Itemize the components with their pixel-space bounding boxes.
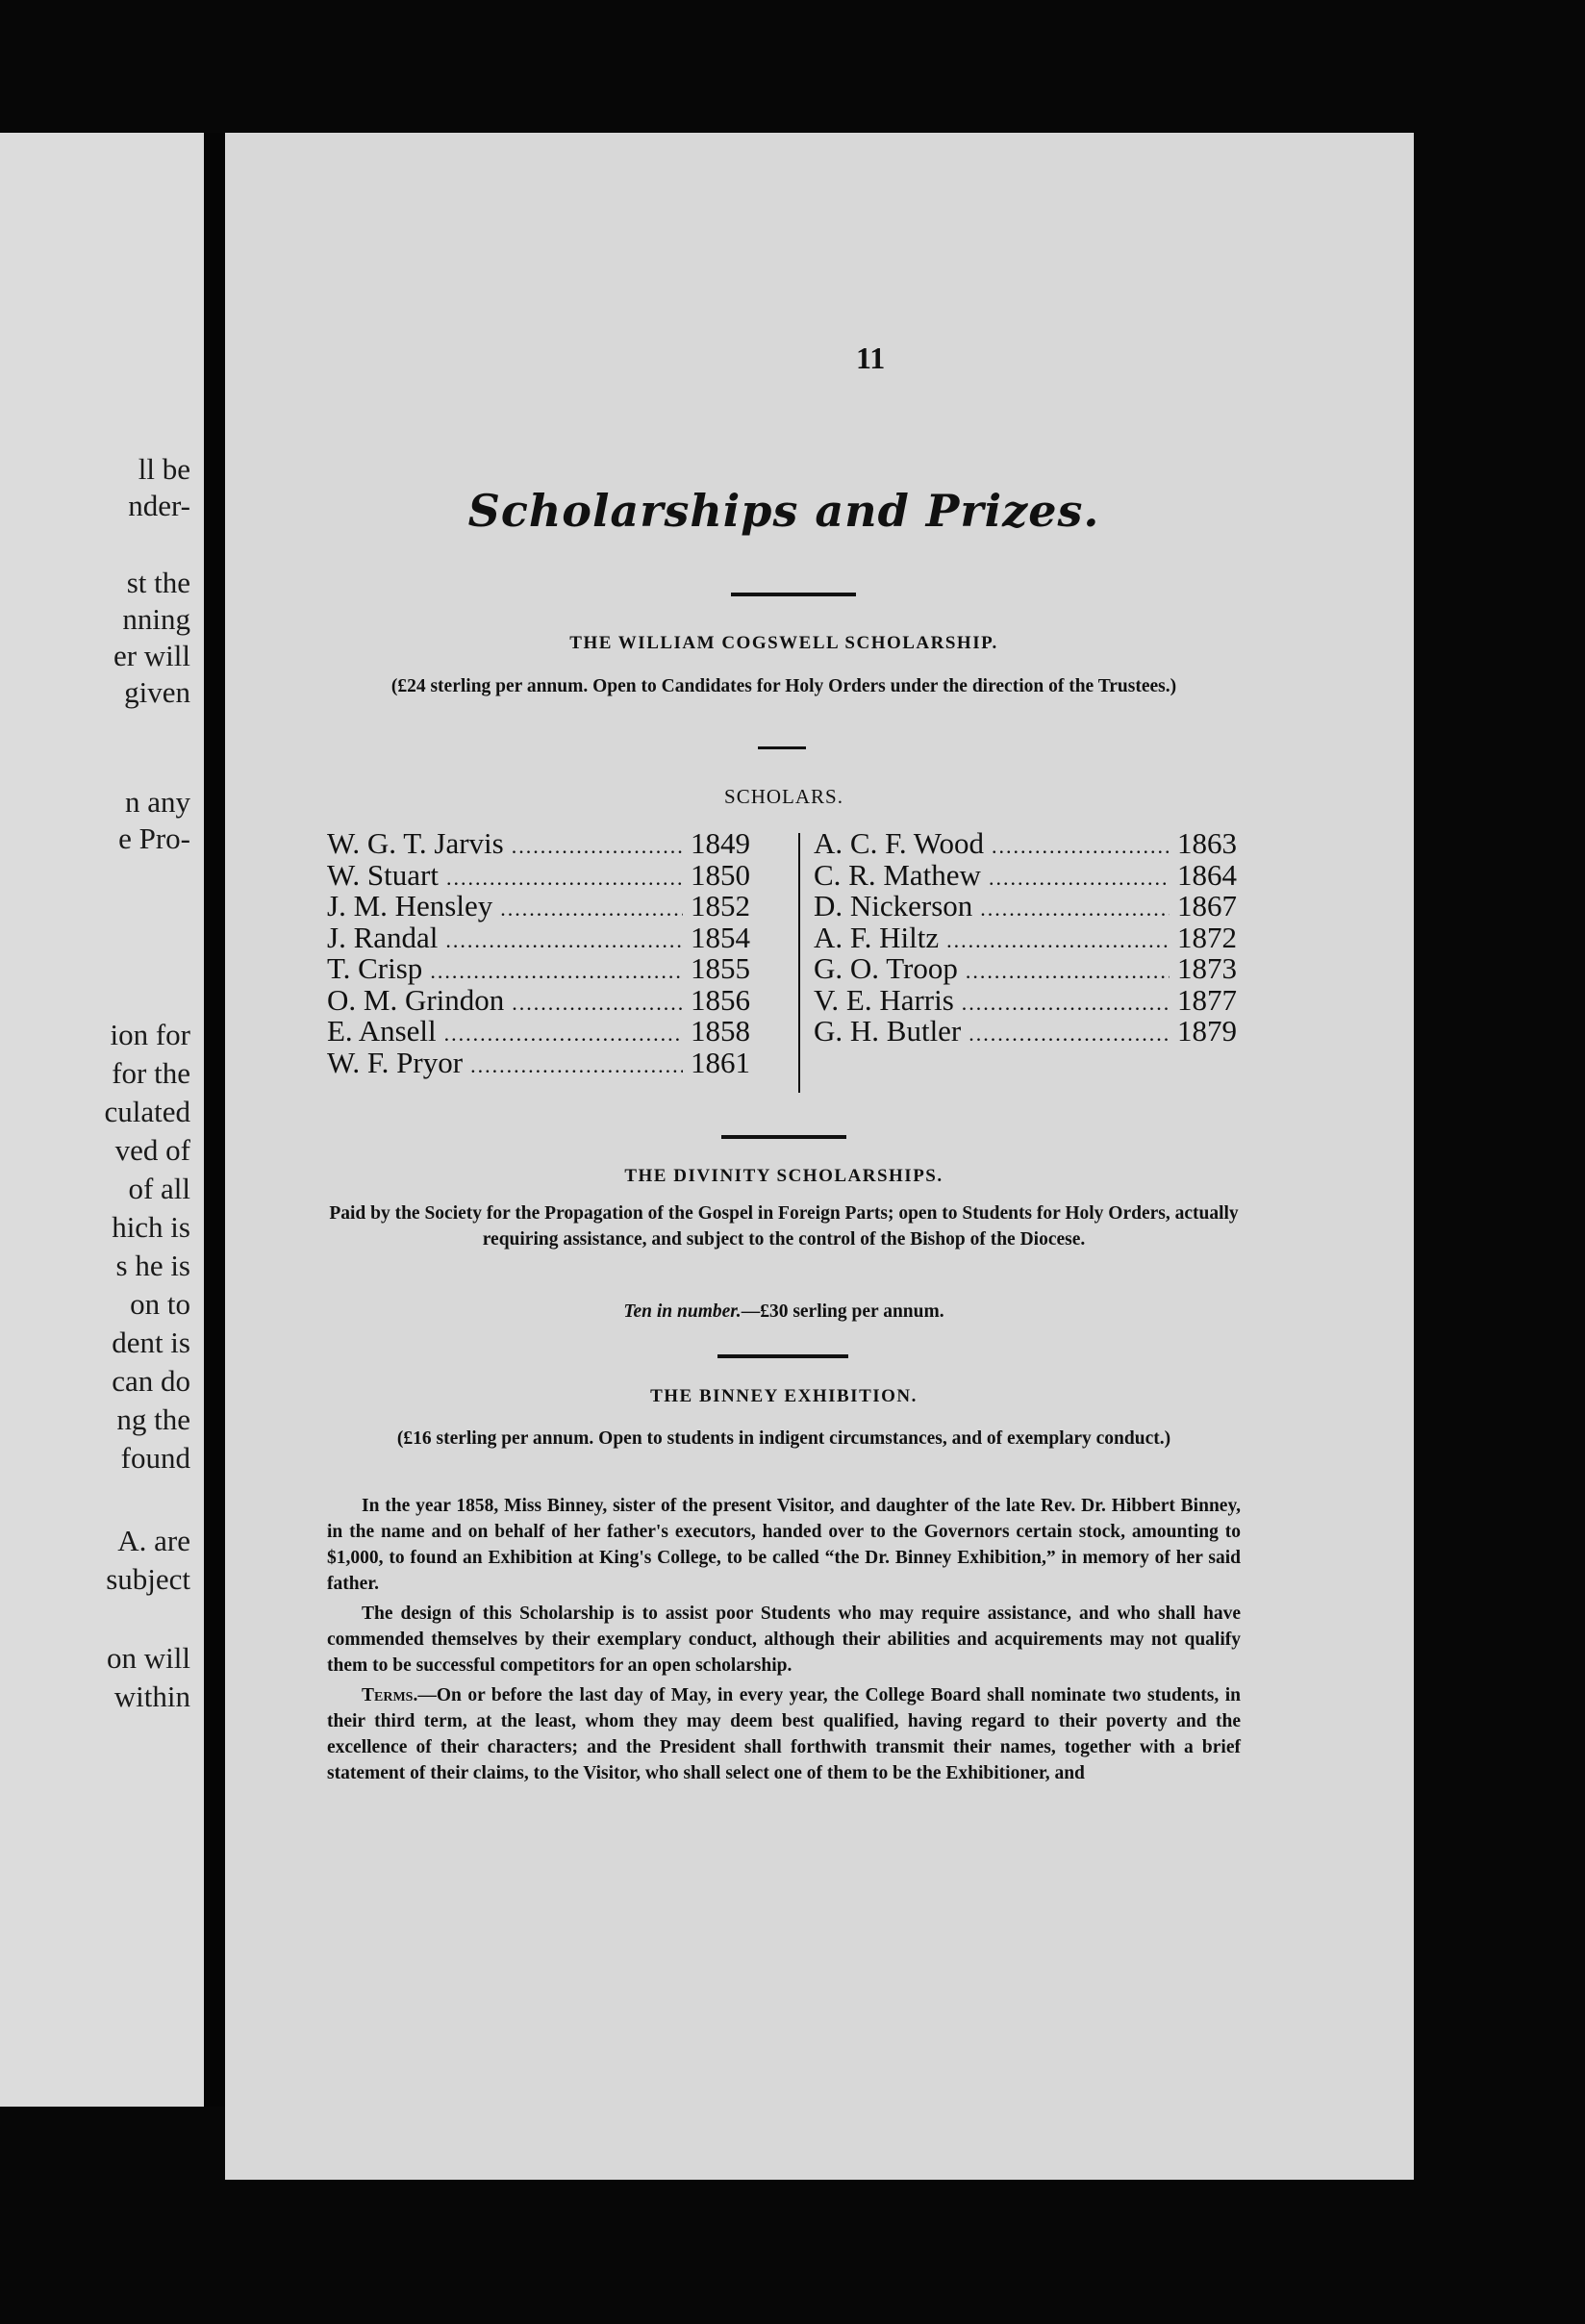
cogswell-short-rule — [758, 746, 806, 749]
divinity-number-line — [327, 1299, 1241, 1325]
left-page-fragment: e Pro- — [118, 821, 190, 855]
left-page-fragment: of all — [128, 1172, 190, 1205]
scholar-year: 1855 — [691, 951, 750, 985]
scholar-name: J. Randal — [327, 920, 439, 954]
left-page-fragment: dent is — [112, 1326, 190, 1359]
dot-leader — [946, 925, 1170, 956]
title-rule — [731, 593, 856, 596]
left-page-fragment: can do — [112, 1364, 190, 1398]
left-page-fragment: er will — [113, 639, 190, 672]
scholar-name: G. O. Troop — [814, 951, 958, 985]
terms-text: —On or before the last day of May, in every year, the College Board shall nominate two students, in their third term, at the least, whom they may deem best qualified, having regard to their poverty and the excellence of their characters; and the President shall forthwith transmit their names, together with a brief statement of their claims, to the Visitor, who shall select one of them to be the Exhibitioner, and — [327, 1685, 1241, 1783]
scholar-row — [814, 828, 1237, 860]
left-page-fragment: subject — [106, 1562, 190, 1596]
divinity-heading: THE DIVINITY SCHOLARSHIPS. — [624, 1166, 943, 1186]
left-page-fragment: on to — [130, 1287, 190, 1321]
scholar-name: W. G. T. Jarvis — [327, 826, 504, 860]
cogswell-note: (£24 sterling per annum. Open to Candidates for Holy Orders under the direction of the Trustees.) — [390, 676, 1177, 696]
scholar-year: 1873 — [1177, 951, 1237, 985]
left-page-fragment: hich is — [112, 1210, 190, 1244]
dot-leader — [989, 863, 1170, 894]
left-page-fragment: given — [124, 675, 190, 709]
left-page-fragment: nning — [122, 602, 190, 636]
scholar-name: O. M. Grindon — [327, 982, 505, 1017]
scholar-year: 1854 — [691, 920, 750, 954]
dot-leader — [445, 925, 683, 956]
scholar-year: 1861 — [691, 1045, 750, 1079]
scholar-row — [814, 1016, 1237, 1048]
scholar-name: W. F. Pryor — [327, 1045, 464, 1079]
column-divider — [798, 833, 800, 1093]
scholar-row — [327, 922, 750, 954]
divinity-number-rest: —£30 serling per annum. — [741, 1301, 944, 1322]
binney-paragraph: The design of this Scholarship is to assist poor Students who may require assistance, and who shall have commended themselves by their exemplary conduct, although their abilities and acquirements may not qualify them to be successful competitors for an open scholarship. — [327, 1604, 1241, 1676]
scholar-row — [327, 953, 750, 985]
dot-leader — [512, 831, 683, 862]
binney-body — [327, 1493, 1241, 1790]
scholar-name: D. Nickerson — [814, 889, 973, 922]
left-page-fragment: on will — [107, 1641, 190, 1675]
dot-leader — [992, 831, 1170, 862]
left-page-fragment: st the — [126, 566, 190, 599]
scholar-year: 1864 — [1177, 857, 1237, 892]
binney-note: (£16 sterling per annum. Open to students in indigent circumstances, and of exemplary conduct.) — [396, 1428, 1171, 1449]
scholar-row — [327, 982, 750, 1017]
scholar-row — [814, 857, 1237, 892]
binney-paragraph: In the year 1858, Miss Binney, sister of the present Visitor, and daughter of the late Rev. Dr. Hibbert Binney, in the name and on behalf of her father's executors, handed over to the Governors certain stock, amounting to $1,000, to found an Exhibition at King's College, to be called “the Dr. Binney Exhibition,” in memory of her said father. — [327, 1496, 1241, 1594]
left-page-fragment: ll be — [138, 452, 190, 486]
left-page-fragment: found — [120, 1441, 190, 1475]
dot-leader — [500, 894, 683, 924]
scholar-row — [814, 982, 1237, 1017]
cogswell-heading: THE WILLIAM COGSWELL SCHOLARSHIP. — [569, 633, 998, 653]
scholar-row — [814, 953, 1237, 985]
scholar-name: A. C. F. Wood — [814, 826, 985, 860]
binney-paragraph-terms — [327, 1682, 1241, 1786]
left-page-fragment: nder- — [128, 489, 190, 522]
divinity-rule — [721, 1135, 846, 1139]
left-page-fragment: ved of — [114, 1133, 190, 1167]
left-page-fragment: ion for — [110, 1018, 190, 1051]
left-page-fragment: within — [113, 1680, 190, 1713]
scholars-label: SCHOLARS. — [724, 785, 843, 808]
scholar-row — [327, 891, 750, 922]
scholar-name: T. Crisp — [327, 951, 423, 985]
scholars-left-column — [327, 828, 750, 1078]
divinity-text: Paid by the Society for the Propagation of the Gospel in Foreign Parts; open to Students for Holy Orders, actually requiring assistance, and subject to the control of the Bishop of the Diocese. — [329, 1203, 1239, 1250]
scholar-name: W. Stuart — [327, 857, 439, 892]
scholar-year: 1850 — [691, 857, 750, 892]
scholars-right-column — [814, 828, 1237, 1048]
left-page-fragment: culated — [104, 1095, 190, 1128]
scholar-name: E. Ansell — [327, 1014, 437, 1048]
page-number: 11 — [856, 341, 886, 375]
left-page-fragment: A. are — [117, 1524, 190, 1557]
scholar-name: V. E. Harris — [814, 982, 954, 1017]
scholar-name: C. R. Mathew — [814, 857, 981, 892]
dot-leader — [962, 988, 1170, 1019]
scholar-year: 1849 — [691, 826, 750, 860]
left-facing-page — [0, 133, 204, 2107]
dot-leader — [980, 894, 1170, 924]
page-title: Scholarships and Prizes. — [467, 485, 1100, 537]
scholar-row — [327, 857, 750, 892]
scholar-year: 1856 — [691, 982, 750, 1017]
binney-heading: THE BINNEY EXHIBITION. — [650, 1386, 918, 1406]
scholar-year: 1879 — [1177, 1014, 1237, 1048]
dot-leader — [512, 988, 683, 1019]
dot-leader — [969, 1019, 1170, 1049]
dot-leader — [470, 1050, 683, 1081]
scholar-name: J. M. Hensley — [327, 889, 493, 922]
scholar-year: 1872 — [1177, 920, 1237, 954]
scholar-year: 1877 — [1177, 982, 1237, 1017]
scholar-row — [814, 891, 1237, 922]
scholar-name: G. H. Butler — [814, 1014, 962, 1048]
scholar-year: 1867 — [1177, 889, 1237, 922]
divinity-number-label: Ten in number. — [623, 1301, 742, 1322]
dot-leader — [444, 1019, 683, 1049]
scholar-year: 1852 — [691, 889, 750, 922]
scholar-row — [814, 922, 1237, 954]
scholar-row — [327, 1045, 750, 1079]
dot-leader — [966, 956, 1170, 987]
scholar-row — [327, 828, 750, 860]
scholar-year: 1858 — [691, 1014, 750, 1048]
left-page-fragment: s he is — [115, 1249, 190, 1282]
left-page-fragment: for the — [112, 1056, 190, 1090]
binney-rule — [717, 1354, 848, 1358]
scholar-year: 1863 — [1177, 826, 1237, 860]
left-page-fragment: ng the — [116, 1402, 190, 1436]
left-page-fragment: n any — [124, 785, 190, 819]
scholar-name: A. F. Hiltz — [814, 920, 940, 954]
main-page — [225, 133, 1414, 2180]
scholar-row — [327, 1016, 750, 1048]
book-spine — [204, 133, 225, 2107]
terms-label: Terms. — [362, 1685, 418, 1705]
